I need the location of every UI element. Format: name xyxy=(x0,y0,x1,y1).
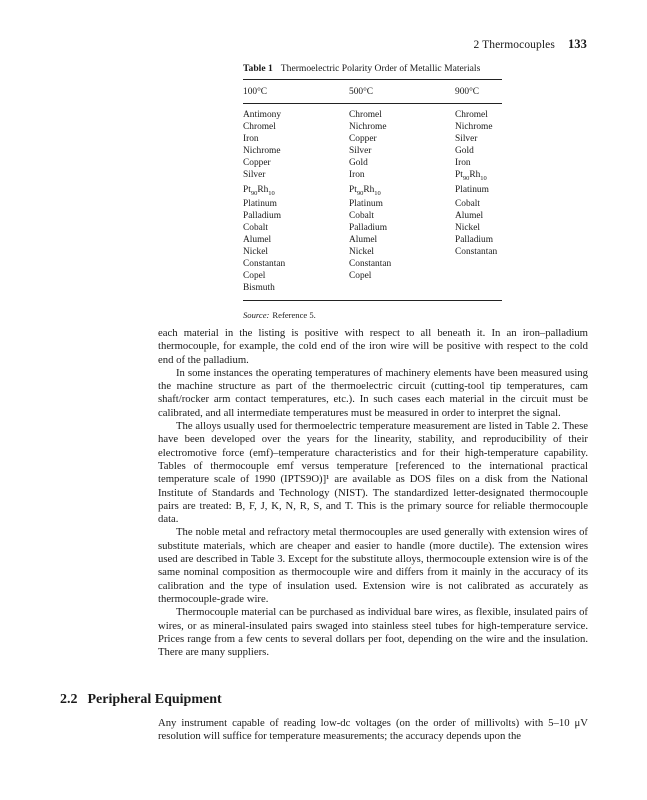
table-row xyxy=(243,104,502,122)
table-cell: $Pt_{90}Rh_{10}$ xyxy=(243,184,275,197)
paragraph: Any instrument capable of reading low-dc voltages (on the order of millivolts) with 5–10 μV resolution will suffice for temperature measurements; the accuracy depends upon the xyxy=(158,717,588,743)
table-cell: Copel xyxy=(349,271,372,282)
section-text xyxy=(158,717,588,744)
table-row xyxy=(243,146,502,158)
table-cell: Palladium xyxy=(243,211,282,222)
polarity-table-block xyxy=(243,63,502,320)
table-body xyxy=(243,104,502,301)
section-heading xyxy=(60,692,222,708)
table-cell: Copper xyxy=(349,133,377,144)
table-cell: Cobalt xyxy=(243,223,268,234)
paragraph: In some instances the operating temperatures of machinery elements have been measured using the machine structure as part of the thermoelectric circuit (cutting-tool tip temperatures, cam shaft/rocker arm contact temperatures, etc.). In such cases each material in the circuit must be calibrated, and all intermediate temperatures must be measured in order to interpret the signal. xyxy=(158,366,588,419)
table-row xyxy=(243,134,502,146)
source-text: Reference 5. xyxy=(272,310,316,321)
table-cell: Chromel xyxy=(349,110,382,120)
table-cell: Nichrome xyxy=(349,121,387,132)
table-row xyxy=(243,211,502,223)
table-cell: Platinum xyxy=(243,199,277,210)
table-cell: Alumel xyxy=(243,235,272,246)
table-cell: Nickel xyxy=(455,223,480,234)
table-cell: Constantan xyxy=(243,259,286,270)
table-cell: Copel xyxy=(243,271,266,282)
table-row xyxy=(243,271,502,283)
table-cell: Iron xyxy=(349,169,365,180)
table-cell xyxy=(455,283,502,300)
table-cell: Antimony xyxy=(243,110,282,120)
table-cell: Cobalt xyxy=(455,199,480,210)
table-row xyxy=(243,247,502,259)
table-source-note xyxy=(243,310,502,320)
table-cell: Cobalt xyxy=(349,211,374,222)
table-label: Table 1 xyxy=(243,63,273,74)
running-head xyxy=(474,37,588,52)
page-number: 133 xyxy=(567,37,587,51)
table-row xyxy=(243,185,502,200)
table-cell xyxy=(349,283,455,300)
column-header-900c: 900°C xyxy=(455,80,502,104)
paragraph: The alloys usually used for thermoelectric temperature measurement are listed in Table 2. These have been developed over the years for the linearity, stability, and reproducibility of their electromotive force (emf)–temperature characteristics and for their high-temperature capability. Tables of thermocouple emf versus temperature [referenced to the international practical temperature scale of 1990 (IPTS9O)]¹ are available as DOS files on a disk from the National Institute of Standards and Technology (NIST). The standardized letter-designated thermocouple pairs are treated: B, F, J, K, N, R, S, and T. This is the primary source for reliable thermocouple data. xyxy=(158,420,588,526)
table-cell: Chromel xyxy=(243,121,276,132)
table-cell: Iron xyxy=(455,157,471,168)
table-cell: Platinum xyxy=(349,199,383,210)
table-cell: Silver xyxy=(455,133,478,144)
section-number: 2.2 xyxy=(60,692,78,707)
table-cell: Nickel xyxy=(349,247,374,258)
table-row xyxy=(243,199,502,211)
table-row xyxy=(243,283,502,300)
table-cell: Iron xyxy=(243,133,259,144)
table-cell: Silver xyxy=(243,169,266,180)
table-row xyxy=(243,223,502,235)
column-header-500c: 500°C xyxy=(349,80,455,104)
table-cell: Palladium xyxy=(455,235,494,246)
table-cell: Gold xyxy=(349,157,368,168)
table-cell: Nichrome xyxy=(243,145,281,156)
table-cell: Chromel xyxy=(455,110,488,120)
table-header-row xyxy=(243,80,502,104)
table-cell: Nichrome xyxy=(455,121,493,132)
table-cell: $Pt_{90}Rh_{10}$ xyxy=(455,169,487,182)
table-cell: Alumel xyxy=(349,235,378,246)
body-text xyxy=(158,327,588,659)
table-cell: $Pt_{90}Rh_{10}$ xyxy=(349,184,381,197)
table-cell: Nickel xyxy=(243,247,268,258)
table-cell xyxy=(455,259,502,271)
paragraph: Thermocouple material can be purchased as individual bare wires, as flexible, insulated pairs of wires, or as mineral-insulated pairs swaged into stainless steel tubes for high-temperature service. Prices range from a few cents to several dollars per foot, depending on the wire and the insulation. There are many suppliers. xyxy=(158,606,588,659)
table-row xyxy=(243,122,502,134)
table-cell: Constantan xyxy=(455,247,498,258)
table-cell xyxy=(455,271,502,283)
table-row xyxy=(243,170,502,185)
table-row xyxy=(243,259,502,271)
table-cell: Alumel xyxy=(455,211,484,222)
table-cell: Bismuth xyxy=(243,283,275,294)
table-row xyxy=(243,158,502,170)
column-header-100c: 100°C xyxy=(243,80,349,104)
table-cell: Gold xyxy=(455,145,474,156)
table-cell: Silver xyxy=(349,145,372,156)
source-label: Source: xyxy=(243,310,270,321)
section-title: Peripheral Equipment xyxy=(87,692,222,707)
table-cell: Constantan xyxy=(349,259,392,270)
table-cell: Copper xyxy=(243,157,271,168)
table-title: Thermoelectric Polarity Order of Metallic Materials xyxy=(280,63,481,74)
paragraph: The noble metal and refractory metal thermocouples are used generally with extension wires of substitute materials, which are cheaper and easier to handle (more ductile). The extension wires used are described in Table 3. Except for the substitute alloys, thermocouple extension wire is of the same nominal composition as thermocouple wire and differs from it mainly in the accuracy of its calibration and the type of insulation used. Extension wire is not calibrated as accurately as thermocouple-grade wire. xyxy=(158,526,588,605)
chapter-title: 2 Thermocouples xyxy=(473,39,555,51)
table-caption xyxy=(243,63,502,74)
table-cell: Platinum xyxy=(455,184,489,195)
polarity-table xyxy=(243,79,502,301)
table-row xyxy=(243,235,502,247)
paragraph: each material in the listing is positive with respect to all beneath it. In an iron–palladium thermocouple, for example, the cold end of the iron wire will be positive with respect to the cold end of the palladium. xyxy=(158,327,588,366)
table-cell: Palladium xyxy=(349,223,388,234)
